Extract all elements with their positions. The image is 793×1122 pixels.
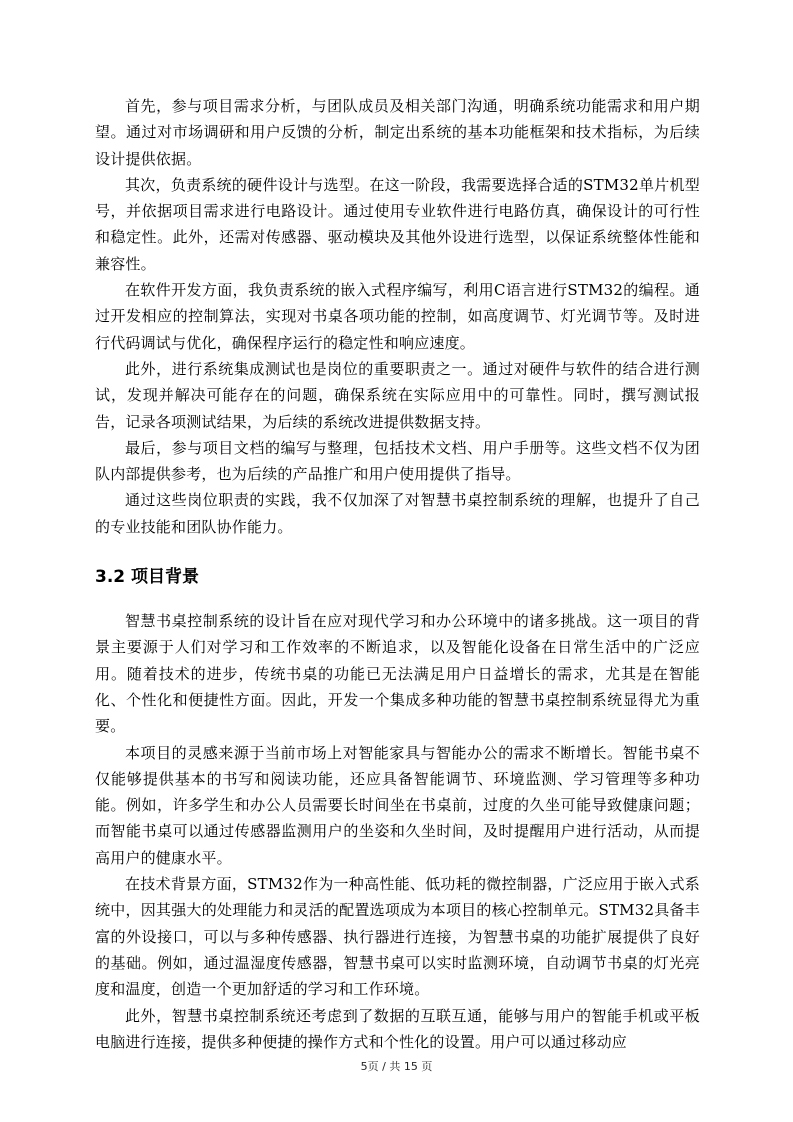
section-heading: 3.2 项目背景 xyxy=(95,567,200,588)
paragraph: 此外，进行系统集成测试也是岗位的重要职责之一。通过对硬件与软件的结合进行测试，发现并解决可能存在的问题，确保系统在实际应用中的可靠性。同时，撰写测试报告，记录各项测试结果，为后续的系统改进提供数据支持。 xyxy=(95,359,700,431)
page-number: 5页 / 共 15 页 xyxy=(360,1060,433,1073)
paragraph: 本项目的灵感来源于当前市场上对智能家具与智能办公的需求不断增长。智能书桌不仅能够提供基本的书写和阅读功能，还应具备智能调节、环境监测、学习管理等多种功能。例如，许多学生和办公人员需要长时间坐在书桌前，过度的久坐可能导致健康问题；而智能书桌可以通过传感器监测用户的坐姿和久坐时间，及时提醒用户进行活动，从而提高用户的健康水平。 xyxy=(95,743,700,867)
page-body xyxy=(95,93,700,1055)
paragraph: 智慧书桌控制系统的设计旨在应对现代学习和办公环境中的诸多挑战。这一项目的背景主要源于人们对学习和工作效率的不断追求，以及智能化设备在日常生活中的广泛应用。随着技术的进步，传统书桌的功能已无法满足用户日益增长的需求，尤其是在智能化、个性化和便捷性方面。因此，开发一个集成多种功能的智慧书桌控制系统显得尤为重要。 xyxy=(95,612,700,736)
paragraph: 最后，参与项目文档的编写与整理，包括技术文档、用户手册等。这些文档不仅为团队内部提供参考，也为后续的产品推广和用户使用提供了指导。 xyxy=(95,438,700,484)
paragraph: 此外，智慧书桌控制系统还考虑到了数据的互联互通，能够与用户的智能手机或平板电脑进行连接，提供多种便捷的操作方式和个性化的设置。用户可以通过移动应 xyxy=(95,1006,700,1051)
paragraph: 在技术背景方面，STM32作为一种高性能、低功耗的微控制器，广泛应用于嵌入式系统中，因其强大的处理能力和灵活的配置选项成为本项目的核心控制单元。STM32具备丰富的外设接口，可以与多种传感器、执行器进行连接，为智慧书桌的功能扩展提供了良好的基础。例如，通过温湿度传感器，智慧书桌可以实时监测环境，自动调节书桌的灯光亮度和温度，创造一个更加舒适的学习和工作环境。 xyxy=(95,875,700,999)
paragraph: 通过这些岗位职责的实践，我不仅加深了对智慧书桌控制系统的理解，也提升了自己的专业技能和团队协作能力。 xyxy=(95,491,700,536)
paragraph: 首先，参与项目需求分析，与团队成员及相关部门沟通，明确系统功能需求和用户期望。通过对市场调研和用户反馈的分析，制定出系统的基本功能框架和技术指标，为后续设计提供依据。 xyxy=(95,97,700,168)
paragraph: 其次，负责系统的硬件设计与选型。在这一阶段，我需要选择合适的STM32单片机型号，并依据项目需求进行电路设计。通过使用专业软件进行电路仿真，确保设计的可行性和稳定性。此外，还需对传感器、驱动模块及其他外设进行选型，以保证系统整体性能和兼容性。 xyxy=(95,175,700,273)
paragraph: 在软件开发方面，我负责系统的嵌入式程序编写，利用C语言进行STM32的编程。通过开发相应的控制算法，实现对书桌各项功能的控制，如高度调节、灯光调节等。及时进行代码调试与优化，确保程序运行的稳定性和响应速度。 xyxy=(95,281,700,352)
